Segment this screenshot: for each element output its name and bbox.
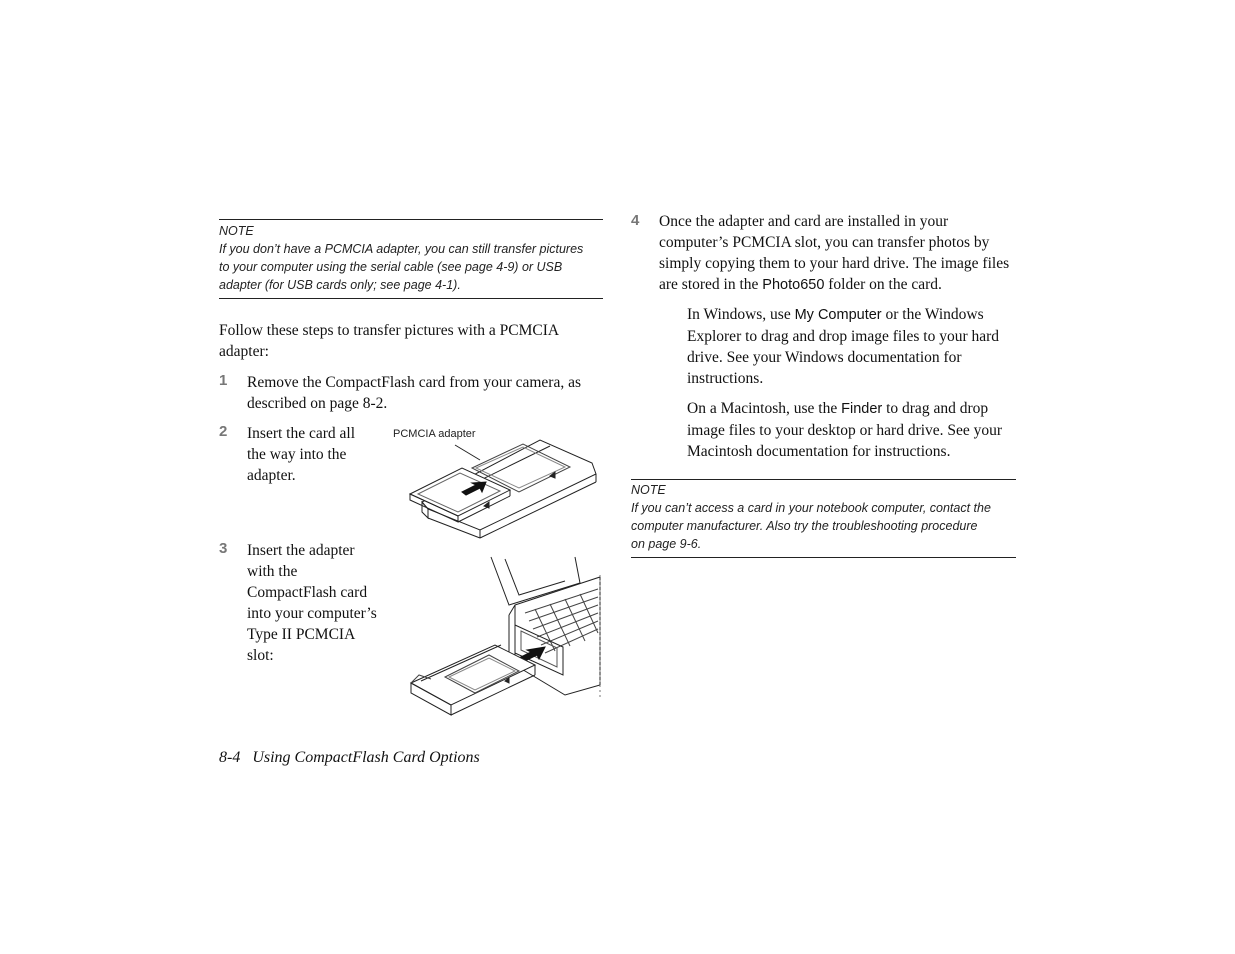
step4-line-4-start: are stored in the bbox=[659, 276, 763, 293]
step3-line-5: Type II PCMCIA bbox=[247, 626, 356, 643]
page-footer bbox=[219, 749, 619, 767]
mac-paragraph bbox=[687, 398, 1027, 462]
step4-line-2: computer’s PCMCIA slot, you can transfer photos by bbox=[659, 234, 990, 251]
caption-leader-line bbox=[455, 445, 480, 460]
note1-line-2: to your computer using the serial cable (see page 4-9) or USB bbox=[219, 260, 563, 274]
footer-page-number: 8-4 bbox=[219, 749, 241, 766]
windows-line-2: Explorer to drag and drop image files to your hard bbox=[687, 328, 1000, 345]
figure1-card-adapter-illustration bbox=[400, 430, 605, 542]
note2-line-1: If you can’t access a card in your notebook computer, contact the bbox=[631, 501, 991, 515]
step4-line-3: simply copying them to your hard drive. The image files bbox=[659, 255, 1010, 272]
step4-line-1: Once the adapter and card are installed in your bbox=[659, 213, 949, 230]
windows-line-1 bbox=[687, 304, 1027, 326]
step2-line-3: adapter. bbox=[247, 467, 296, 484]
note1-bottom-rule bbox=[219, 298, 603, 299]
windows-line-3: drive. See your Windows documentation for bbox=[687, 349, 962, 366]
mac-line-2: image files to your desktop or hard drive. See your bbox=[687, 422, 1003, 439]
footer-title: Using CompactFlash Card Options bbox=[252, 749, 480, 766]
note2 bbox=[631, 481, 1026, 553]
step3-line-2: with the bbox=[247, 563, 298, 580]
step2-line-1: Insert the card all bbox=[247, 425, 356, 442]
mac-line-3: Macintosh documentation for instructions. bbox=[687, 443, 951, 460]
note2-line-3: on page 9-6. bbox=[631, 537, 702, 551]
step2-line-2: the way into the bbox=[247, 446, 347, 463]
step1-number: 1 bbox=[219, 372, 228, 389]
mac-line-1-end: to drag and drop bbox=[882, 400, 989, 417]
step3-line-1: Insert the adapter bbox=[247, 542, 355, 559]
windows-line-1-end: or the Windows bbox=[881, 306, 984, 323]
my-computer-term: My Computer bbox=[794, 307, 882, 323]
finder-term: Finder bbox=[841, 401, 883, 417]
step4-number: 4 bbox=[631, 212, 640, 229]
step3-line-3: CompactFlash card bbox=[247, 584, 368, 601]
step3-line-4: into your computer’s bbox=[247, 605, 377, 622]
step4-text bbox=[659, 211, 1029, 296]
intro-line-1: Follow these steps to transfer pictures with a PCMCIA bbox=[219, 322, 560, 339]
step4-line-4-end: folder on the card. bbox=[824, 276, 942, 293]
windows-line-4: instructions. bbox=[687, 370, 764, 387]
figure2-laptop-slot-illustration bbox=[405, 555, 605, 725]
intro-line-2: adapter: bbox=[219, 343, 269, 360]
step2-text bbox=[247, 423, 387, 486]
mac-line-1-start: On a Macintosh, use the bbox=[687, 400, 842, 417]
step1-line-2: described on page 8-2. bbox=[247, 395, 388, 412]
note2-heading: NOTE bbox=[631, 483, 666, 497]
step4-line-4 bbox=[659, 274, 1029, 296]
step3-text bbox=[247, 540, 397, 666]
step1-line-1: Remove the CompactFlash card from your camera, as bbox=[247, 374, 581, 391]
note1 bbox=[219, 222, 609, 294]
step3-number: 3 bbox=[219, 540, 228, 557]
step1-text bbox=[247, 372, 607, 414]
windows-line-1-start: In Windows, use bbox=[687, 306, 795, 323]
note1-line-1: If you don’t have a PCMCIA adapter, you can still transfer pictures bbox=[219, 242, 584, 256]
note1-line-3: adapter (for USB cards only; see page 4-1). bbox=[219, 278, 461, 292]
folder-name: Photo650 bbox=[762, 277, 825, 293]
note1-heading: NOTE bbox=[219, 224, 254, 238]
step3-line-6: slot: bbox=[247, 647, 274, 664]
note2-top-rule bbox=[631, 479, 1016, 480]
note2-bottom-rule bbox=[631, 557, 1016, 558]
note2-line-2: computer manufacturer. Also try the troubleshooting procedure bbox=[631, 519, 978, 533]
note1-top-rule bbox=[219, 219, 603, 220]
figure1-caption: PCMCIA adapter bbox=[393, 428, 476, 440]
windows-paragraph bbox=[687, 304, 1027, 389]
intro-paragraph bbox=[219, 320, 609, 362]
step2-number: 2 bbox=[219, 423, 228, 440]
mac-line-1 bbox=[687, 398, 1027, 420]
